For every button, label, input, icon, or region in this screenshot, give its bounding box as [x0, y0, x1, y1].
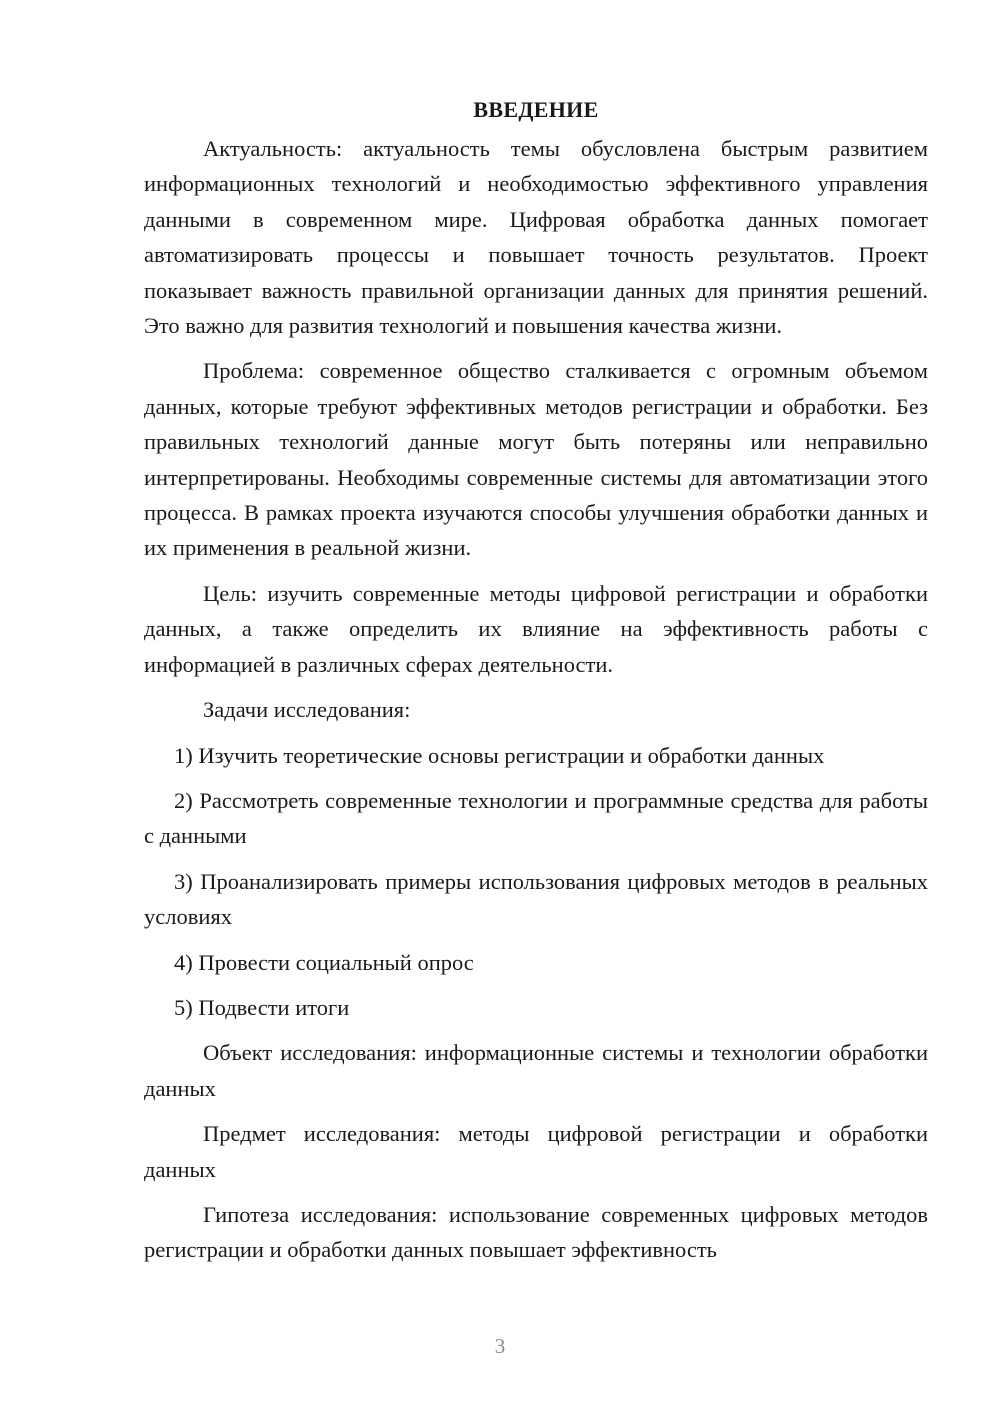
list-item: 1) Изучить теоретические основы регистрации и обработки данных: [174, 742, 825, 768]
object-paragraph: Объект исследования: информационные системы и технологии обработки данных: [144, 1040, 928, 1101]
page-number: 3: [494, 1334, 506, 1358]
list-item: 4) Провести социальный опрос: [174, 949, 474, 975]
hypothesis-paragraph: Гипотеза исследования: использование современных цифровых методов регистрации и обработки данных повышает эффективность: [144, 1201, 928, 1263]
list-item: 3) Проанализировать примеры использования цифровых методов в реальных условиях: [144, 868, 928, 930]
list-item: 2) Рассмотреть современные технологии и программные средства для работы с данными: [144, 787, 928, 849]
list-item: 5) Подвести итоги: [174, 994, 350, 1020]
subject-paragraph: Предмет исследования: методы цифровой регистрации и обработки данных: [144, 1121, 928, 1182]
goal-paragraph: Цель: изучить современные методы цифровой регистрации и обработки данных, а также определить их влияние на эффективность работы с информацией в различных сферах деятельности.: [144, 580, 928, 677]
relevance-paragraph: Актуальность: актуальность темы обусловлена быстрым развитием информационных технологий и необходимостью эффективного управления данными в современном мире. Цифровая обработка данных помогает автоматизировать процессы и повышает точность результатов. Проект показывает важность правильной организации данных для принятия решений. Это важно для развития технологий и повышения качества жизни.: [144, 136, 928, 339]
problem-paragraph: Проблема: современное общество сталкивается с огромным объемом данных, которые требуют эффективных методов регистрации и обработки. Без правильных технологий данные могут быть потеряны или неправильно интерпретированы. Необходимы современные системы для автоматизации этого процесса. В рамках проекта изучаются способы улучшения обработки данных и их применения в реальной жизни.: [144, 358, 928, 561]
tasks-list: [144, 738, 928, 1026]
section-title: ВВЕДЕНИЕ: [473, 97, 599, 122]
page-content: [144, 92, 928, 1278]
tasks-heading: Задачи исследования:: [203, 697, 411, 723]
